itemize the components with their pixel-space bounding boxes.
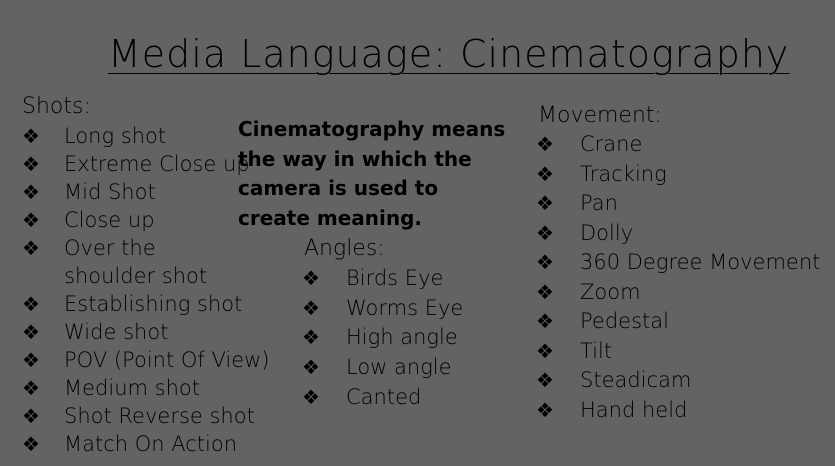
list-item: ❖ Tracking <box>536 160 820 190</box>
diamond-bullet-icon: ❖ <box>22 376 40 400</box>
list-item: ❖ POV (Point Of View) <box>22 348 270 372</box>
list-item: ❖ Mid Shot <box>22 180 156 204</box>
diamond-bullet-icon: ❖ <box>302 384 320 409</box>
list-item: ❖ Wide shot <box>22 320 169 344</box>
diamond-bullet-icon: ❖ <box>22 152 40 176</box>
diamond-bullet-icon: ❖ <box>536 279 554 304</box>
diamond-bullet-icon: ❖ <box>536 132 554 156</box>
diamond-bullet-icon: ❖ <box>22 208 40 232</box>
diamond-bullet-icon: ❖ <box>536 309 554 333</box>
list-item: ❖ Medium shot <box>22 376 200 400</box>
diamond-bullet-icon: ❖ <box>302 355 320 380</box>
diamond-bullet-icon: ❖ <box>302 266 320 290</box>
shots-heading: Shots: <box>22 94 91 119</box>
movement-list <box>536 130 820 425</box>
list-item: ❖ Long shot <box>22 124 167 148</box>
list-item: ❖ Worms Eye <box>302 294 463 324</box>
list-item: ❖ Steadicam <box>536 366 820 396</box>
diamond-bullet-icon: ❖ <box>22 404 40 428</box>
list-item: ❖ Zoom <box>536 278 820 308</box>
list-item: ❖ Over the shoulder shot <box>22 236 208 288</box>
diamond-bullet-icon: ❖ <box>22 348 40 372</box>
definition-text: Cinematography means the way in which the camera is used to create meaning. <box>238 117 506 230</box>
list-item: ❖ High angle <box>302 323 463 353</box>
diamond-bullet-icon: ❖ <box>22 180 40 204</box>
list-item: ❖ Establishing shot <box>22 292 243 316</box>
list-item: ❖ Canted <box>302 383 463 413</box>
diamond-bullet-icon: ❖ <box>22 292 40 316</box>
list-item: ❖ Extreme Close up <box>22 152 250 176</box>
diamond-bullet-icon: ❖ <box>536 191 554 215</box>
shots-list <box>22 122 270 458</box>
list-item: ❖ Hand held <box>536 396 820 426</box>
diamond-bullet-icon: ❖ <box>22 432 40 456</box>
list-item: ❖ Pedestal <box>536 307 820 337</box>
diamond-bullet-icon: ❖ <box>22 320 40 344</box>
list-item: ❖ Dolly <box>536 219 820 249</box>
diamond-bullet-icon: ❖ <box>22 236 40 260</box>
list-item: ❖ Match On Action <box>22 432 238 456</box>
movement-heading: Movement: <box>538 103 662 128</box>
list-item: ❖ Low angle <box>302 353 463 383</box>
diamond-bullet-icon: ❖ <box>302 325 320 350</box>
diamond-bullet-icon: ❖ <box>536 250 554 274</box>
list-item: ❖ Shot Reverse shot <box>22 404 255 428</box>
diamond-bullet-icon: ❖ <box>536 161 554 186</box>
list-item: ❖ 360 Degree Movement <box>536 248 820 278</box>
diamond-bullet-icon: ❖ <box>536 220 554 245</box>
diamond-bullet-icon: ❖ <box>536 368 554 392</box>
list-item: ❖ Tilt <box>536 337 820 367</box>
list-item: ❖ Pan <box>536 189 820 219</box>
slide-title: Media Language: Cinematography <box>108 32 790 76</box>
diamond-bullet-icon: ❖ <box>302 295 320 320</box>
diamond-bullet-icon: ❖ <box>536 397 554 422</box>
list-item: ❖ Close up <box>22 208 155 232</box>
angles-list <box>302 264 463 413</box>
list-item: ❖ Crane <box>536 130 820 160</box>
list-item: ❖ Birds Eye <box>302 264 463 294</box>
diamond-bullet-icon: ❖ <box>22 124 40 148</box>
angles-heading: Angles: <box>304 236 385 261</box>
diamond-bullet-icon: ❖ <box>536 338 554 363</box>
